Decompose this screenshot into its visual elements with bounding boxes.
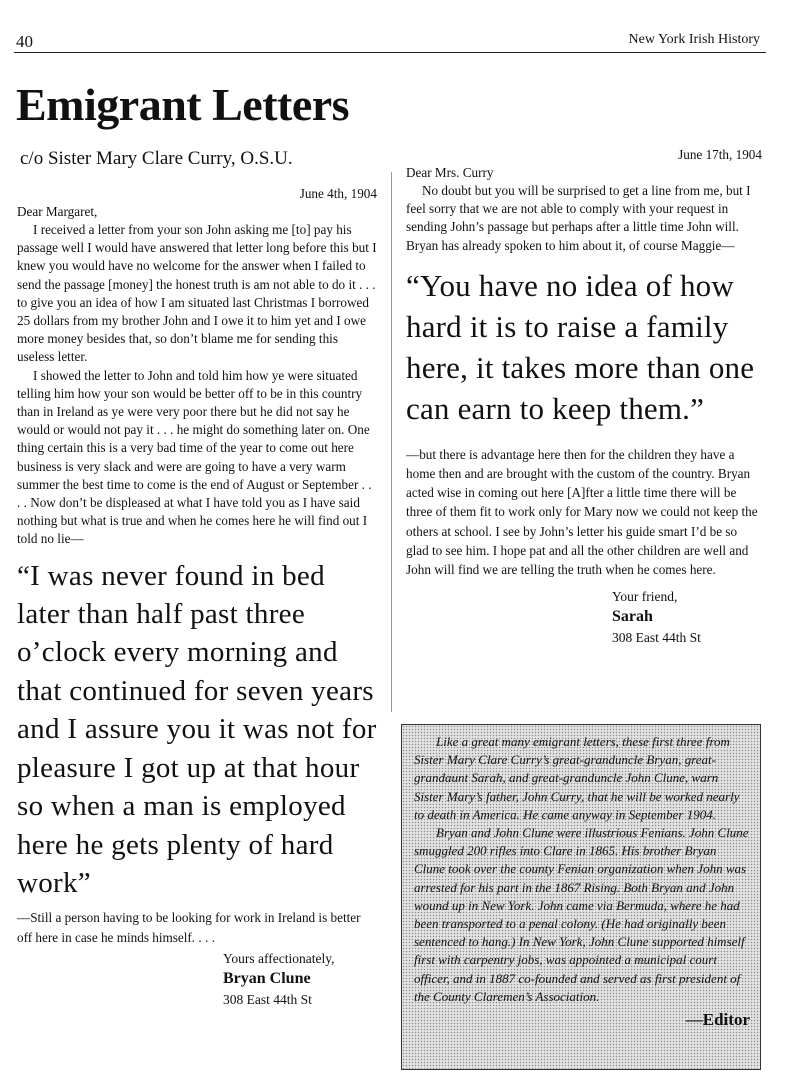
letter-paragraph: I showed the letter to John and told him how ye were situated telling him how your son would be better off to be in this country than in Ireland as ye were very poor there but he did not say he would or would not pay it . . . he might do something later on. One thing certain this is a very bad time of the year to come out here business is very slack and were are going to have a very warm summer the best time to come is the end of August or September . . . . Now don’t be displeased at what I have told you as I have said nothing but what is true and when he comes here he will find out I told no lie— [17, 367, 372, 547]
editor-note-paragraph: Like a great many emigrant letters, these first three from Sister Mary Clare Curry’s great-granduncle Bryan, great-grandaunt Sarah, and great-granduncle John Clune, warn Sister Mary’s father, John Curry, that he will be worked nearly to death in America. He came anyway in September 1904. [414, 734, 740, 822]
letter-bryan-clune [17, 185, 377, 1009]
header-rule [14, 52, 766, 53]
editor-signature: —Editor [685, 1010, 750, 1030]
article-title: Emigrant Letters [16, 79, 350, 130]
pull-quote: “I was never found in bed later than half past three o’clock every morning and that continued for seven years and I assure you it was not for pleasure I got up at that hour so when a man is employed here he gets plenty of hard work” [17, 559, 377, 899]
letter-date: June 17th, 1904 [678, 147, 762, 162]
letter-closing [612, 587, 762, 647]
signature: Sarah [612, 608, 653, 626]
letter-closing [223, 949, 377, 1009]
letter-paragraph: —Still a person having to be looking for work in Ireland is better off here in case he minds himself. . . . [17, 910, 361, 945]
letter-salutation: Dear Margaret, [17, 204, 98, 219]
address: 308 East 44th St [612, 630, 701, 646]
letter-sarah [406, 146, 762, 647]
letter-paragraph: —but there is advantage here then for the children they have a home then and are brought with the custom of the country. Bryan acted wise in coming out here [A]fter a little time there will be three of them fit to work only for Mary now we could not keep the others at school. I see by John’s letter his guide smart I’d be so glad to see him. I hope pat and all the other children are well and John will find we are telling the truth when he comes here. [406, 446, 758, 578]
address: 308 East 44th St [223, 991, 312, 1007]
running-header [14, 30, 766, 52]
closing-phrase: Your friend, [612, 589, 678, 605]
article-author: c/o Sister Mary Clare Curry, O.S.U. [20, 148, 293, 169]
signature: Bryan Clune [223, 969, 311, 987]
page-number: 40 [16, 32, 33, 51]
letter-salutation: Dear Mrs. Curry [406, 165, 494, 180]
letter-paragraph: No doubt but you will be surprised to get a line from me, but I feel sorry that we are not able to comply with your request in sending John’s passage but perhaps after a little time John will. Bryan has already spoken to him about it, of course Maggie— [406, 183, 751, 253]
editor-note-paragraph: Bryan and John Clune were illustrious Fenians. John Clune smuggled 200 rifles into Clare in 1865. His brother Bryan Clune took over the county Fenian organization when John was arrested for his part in the 1867 Rising. Both Bryan and John wound up in New York. John came via Bermuda, where he had been transported to a penal colony. (He had originally been sentenced to hang.) In New York, John Clune supported himself first with carpentry jobs, was appointed a municipal court officer, and in 1887 co-founded and served as first president of the County Claremen’s Association. [414, 825, 749, 1004]
pull-quote: “You have no idea of how hard it is to raise a family here, it takes more than one can earn to keep them.” [406, 267, 755, 426]
closing-phrase: Yours affectionately, [223, 950, 335, 966]
journal-title: New York Irish History [628, 32, 760, 47]
editor-note-box [401, 724, 761, 1070]
letter-date: June 4th, 1904 [299, 186, 377, 201]
column-divider [391, 172, 392, 712]
letter-paragraph: I received a letter from your son John asking me [to] pay his passage well I would have answered that letter long before this but I knew you would have no welcome for the answer when I failed to send the passage [money] the honest truth is am not able to do it . . . to give you an idea of how I am situated last Christmas I borrowed 25 dollars from my brother John and I owe it to him yet and I owe more money besides that, so don’t blame me for sending this useless letter. [17, 222, 377, 365]
